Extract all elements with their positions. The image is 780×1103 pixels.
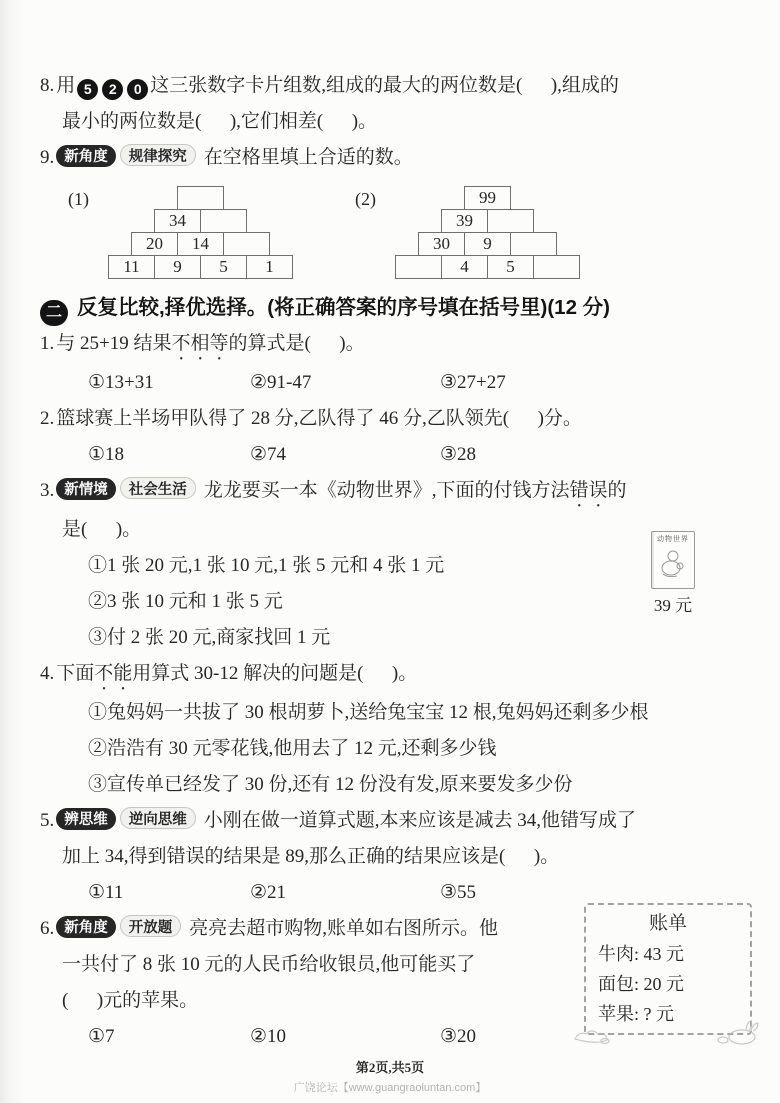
pyramid-cell: 34	[154, 209, 201, 233]
watermark: 广饶论坛【www.guangraoluntan.com】	[293, 1082, 487, 1094]
pyramid-1-label: (1)	[68, 189, 89, 209]
book-cover	[651, 531, 695, 589]
question-3-block	[40, 473, 750, 656]
pyramid-1	[68, 186, 293, 279]
question-text: 一共付了 8 张 10 元的人民币给收银员,他可能买了	[62, 954, 476, 975]
question-text: 用	[56, 75, 76, 96]
emphasized-text: 错误	[569, 480, 608, 501]
emphasized-text: 不相等	[171, 333, 229, 354]
badge-reverse-thinking: 逆向思维	[120, 807, 196, 829]
list-item	[40, 695, 750, 731]
question-text: 最小的两位数是( ),它们相差( )。	[62, 111, 378, 132]
digit-card-5: 5	[77, 79, 98, 100]
pyramid-cell	[510, 232, 557, 256]
option-2: ②91-47	[250, 372, 312, 393]
question-3-line-2	[40, 512, 750, 548]
pyramid-cell	[533, 255, 580, 279]
option-1: ①18	[88, 444, 125, 465]
question-1	[40, 326, 750, 365]
pyramid-2	[355, 186, 580, 279]
question-text: 篮球赛上半场甲队得了 28 分,乙队得了 46 分,乙队领先( )分。	[56, 408, 582, 429]
section-2-marker: 二	[40, 300, 68, 326]
book-price: 39 元	[653, 596, 693, 615]
question-4-items	[40, 695, 750, 803]
pyramid-cell: 9	[154, 255, 201, 279]
badge-new-angle: 新角度	[56, 145, 116, 167]
book-title: 动物世界	[657, 535, 689, 543]
option-3: ③20	[440, 1026, 477, 1047]
item-text: ①1 张 20 元,1 张 10 元,1 张 5 元和 4 张 1 元	[88, 555, 445, 576]
list-item	[40, 620, 750, 656]
pyramid-1-grid	[108, 186, 293, 279]
option-3: ③27+27	[440, 372, 506, 393]
question-number: 4.	[40, 663, 55, 684]
question-text: 亮亮去超市购物,账单如右图所示。他	[189, 918, 499, 939]
question-text: 龙龙要买一本《动物世界》,下面的付钱方法	[203, 480, 570, 501]
pyramid-2-grid	[395, 186, 580, 279]
pyramid-cell	[177, 186, 224, 210]
item-text: ①兔妈妈一共拔了 30 根胡萝卜,送给兔宝宝 12 根,兔妈妈还剩多少根	[88, 702, 649, 723]
question-2-options	[40, 437, 750, 473]
badge-pattern-explore: 规律探究	[120, 144, 196, 166]
badge-social-life: 社会生活	[120, 477, 196, 499]
question-number: 6.	[40, 918, 55, 939]
receipt-line: 苹果: ? 元	[598, 1004, 674, 1024]
pyramid-cell	[395, 255, 442, 279]
list-item	[40, 548, 750, 584]
pyramid-cell	[200, 209, 247, 233]
pyramid-cell: 20	[131, 232, 178, 256]
question-number: 5.	[40, 810, 55, 831]
receipt-title: 账单	[648, 913, 687, 934]
question-2	[40, 401, 750, 437]
question-text: 加上 34,得到错误的结果是 89,那么正确的结果应该是( )。	[62, 846, 560, 867]
item-text: ③付 2 张 20 元,商家找回 1 元	[88, 627, 331, 648]
list-item	[40, 767, 750, 803]
question-text: 下面	[56, 663, 95, 684]
question-5-line-2	[40, 839, 750, 875]
question-5-line-1	[40, 803, 750, 839]
badge-new-situation: 新情境	[56, 478, 116, 500]
question-4	[40, 656, 750, 695]
question-text: 用算式 30-12 解决的问题是( )。	[132, 663, 418, 684]
option-2: ②10	[250, 1026, 287, 1047]
rabbit-doodle-icon	[716, 1019, 760, 1045]
question-text: 小刚在做一道算式题,本来应该是减去 34,他错写成了	[203, 810, 637, 831]
badge-discern-thinking: 辨思维	[56, 808, 116, 830]
item-text: ③宣传单已经发了 30 份,还有 12 份没有发,原来要发多少份	[88, 774, 573, 795]
question-text: 的算式是( )。	[228, 333, 365, 354]
option-2: ②74	[250, 444, 287, 465]
question-number: 3.	[40, 480, 55, 501]
question-3-items	[40, 548, 750, 656]
number-pyramids-figure	[68, 186, 750, 279]
option-1: ①11	[88, 882, 124, 903]
question-text: 这三张数字卡片组数,组成的最大的两位数是( ),组成的	[150, 75, 619, 96]
pyramid-cell: 5	[200, 255, 247, 279]
page-footer	[0, 1057, 780, 1095]
badge-new-angle: 新角度	[56, 916, 116, 938]
list-item	[40, 731, 750, 767]
question-number: 1.	[40, 333, 55, 354]
question-8-line-2	[40, 104, 750, 140]
question-3-line-1	[40, 473, 750, 512]
option-2: ②21	[250, 882, 287, 903]
list-item	[40, 584, 750, 620]
question-text: ( )元的苹果。	[62, 990, 199, 1011]
pyramid-cell	[487, 209, 534, 233]
receipt-figure	[584, 903, 752, 1035]
item-text: ②浩浩有 30 元零花钱,他用去了 12 元,还剩多少钱	[88, 738, 497, 759]
badge-open-question: 开放题	[120, 915, 182, 937]
page-number: 第2页,共5页	[355, 1060, 425, 1075]
pyramid-cell: 99	[464, 186, 511, 210]
pyramid-cell: 4	[441, 255, 488, 279]
question-number: 8.	[40, 75, 55, 96]
receipt-line: 牛肉: 43 元	[598, 944, 685, 964]
question-6-block	[40, 911, 750, 1055]
cloud-doodle-icon	[572, 1023, 612, 1045]
pyramid-cell: 30	[418, 232, 465, 256]
animal-drawing-icon	[653, 544, 693, 582]
question-number: 9.	[40, 147, 55, 168]
pyramid-2-label: (2)	[355, 189, 376, 209]
option-1: ①7	[88, 1026, 115, 1047]
section-2-title: 反复比较,择优选择。(将正确答案的序号填在括号里)(12 分)	[77, 296, 610, 319]
question-text: 是( )。	[62, 519, 142, 540]
pyramid-cell: 11	[108, 255, 155, 279]
pyramid-cell	[223, 232, 270, 256]
book-figure	[651, 531, 695, 616]
question-text: 在空格里填上合适的数。	[203, 147, 413, 168]
question-1-options	[40, 365, 750, 401]
pyramid-cell: 9	[464, 232, 511, 256]
digit-card-2: 2	[102, 79, 123, 100]
receipt-line: 面包: 20 元	[598, 974, 685, 994]
question-text: 的	[607, 480, 627, 501]
option-1: ①13+31	[88, 372, 154, 393]
question-8-line-1	[40, 68, 750, 104]
question-text: 与 25+19 结果	[56, 333, 172, 354]
question-9	[40, 140, 750, 176]
emphasized-text: 不能	[94, 663, 133, 684]
pyramid-cell: 39	[441, 209, 488, 233]
question-number: 2.	[40, 408, 55, 429]
option-3: ③55	[440, 882, 477, 903]
section-2-header	[40, 291, 750, 326]
digit-card-0: 0	[127, 79, 148, 100]
item-text: ②3 张 10 元和 1 张 5 元	[88, 591, 283, 612]
pyramid-cell: 14	[177, 232, 224, 256]
option-3: ③28	[440, 444, 477, 465]
pyramid-cell: 1	[246, 255, 293, 279]
pyramid-cell: 5	[487, 255, 534, 279]
